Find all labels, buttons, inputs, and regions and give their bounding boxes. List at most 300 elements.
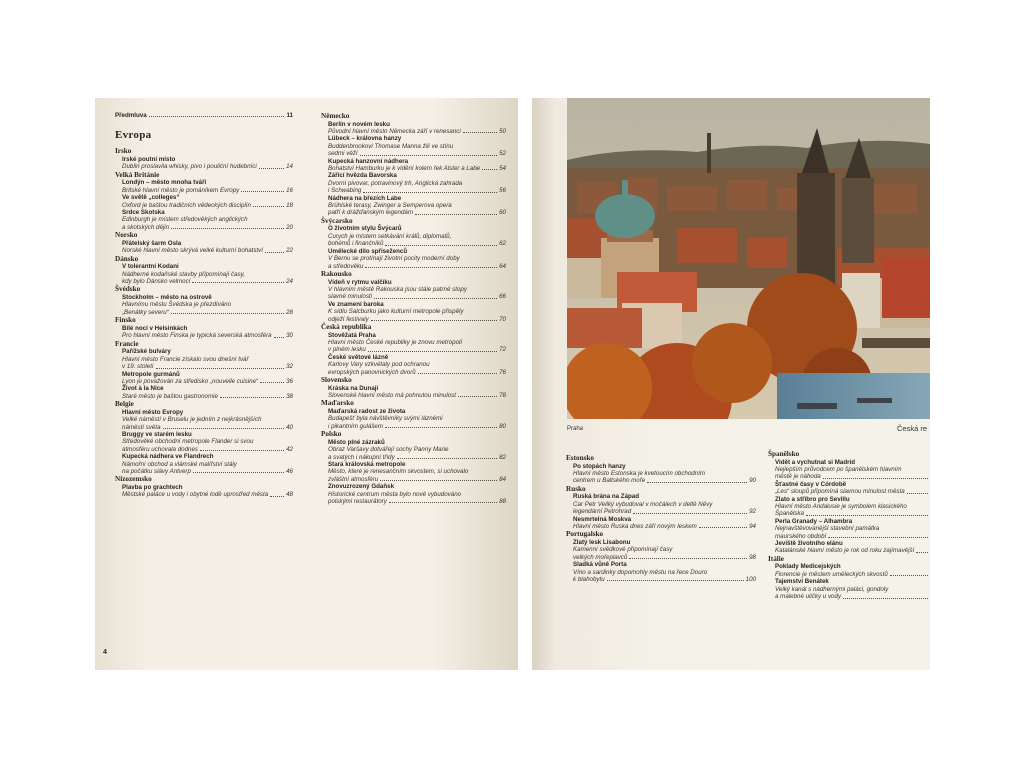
country-heading: Rusko <box>566 484 586 493</box>
entry-title: Bílé noci v Helsinkách <box>122 324 188 332</box>
entry-description: maurského období <box>775 532 827 540</box>
toc-column-2 <box>321 112 506 505</box>
entry-description: kdy bylo Dánsko velmocí <box>122 278 191 286</box>
entry-last-line <box>328 476 506 483</box>
entry-page-number: 38 <box>286 392 293 400</box>
country-group <box>115 231 293 254</box>
entry-description: Bohatství Hamburku je k vidění kolem řek Alster a Labe <box>328 165 481 173</box>
entry-page-number: 98 <box>749 553 756 561</box>
entry-description: Edinburgh je místem středověkých anglických <box>122 216 248 224</box>
dot-leader <box>843 598 928 599</box>
entry-title: Šťastné časy v Córdobě <box>775 480 847 488</box>
dot-leader <box>374 298 497 299</box>
dot-leader <box>253 206 284 207</box>
entry-title: Zlatý lesk Lisabonu <box>573 539 631 547</box>
entry-page-number: 92 <box>749 508 756 516</box>
toc-entry <box>328 354 506 376</box>
entry-description: v plném lesku <box>328 346 366 354</box>
entry-title: Pařížské bulváry <box>122 348 171 356</box>
foreword-page: 11 <box>286 112 293 119</box>
country-heading: Švýcarsko <box>321 216 353 225</box>
entry-description: Hlavní město Francie získalo svou dnešní tvář <box>122 355 249 363</box>
toc-entry <box>573 539 756 561</box>
toc-entry <box>328 172 506 194</box>
entry-title: O životním stylu Švýcarů <box>328 225 402 233</box>
entry-last-line <box>328 369 506 376</box>
entry-description: Město, které je renesančním skvostem, si uchovalo <box>328 468 469 476</box>
entry-title: Vídeň v rytmu valčíku <box>328 278 392 286</box>
entry-title: Nádhera na březích Labe <box>328 194 402 202</box>
entry-description: „Benátky severu“ <box>122 308 169 316</box>
toc-entry <box>328 301 506 323</box>
country-heading: Irsko <box>115 147 132 156</box>
entry-description: a svatých i nákupní třídy <box>328 453 395 461</box>
country-heading: Portugalsko <box>566 530 604 539</box>
dot-leader <box>458 396 497 397</box>
entry-description: Středověké obchodní metropole Flander si svou <box>122 438 254 446</box>
toc-entry <box>775 481 930 496</box>
entry-page-number: 36 <box>286 377 293 385</box>
entry-last-line <box>328 392 506 399</box>
entry-last-line <box>328 423 506 430</box>
entry-description: legendární Petrohrad <box>573 508 632 516</box>
entry-title: Irské poutní místo <box>122 156 176 163</box>
toc-entry <box>328 135 506 157</box>
dot-leader <box>265 252 284 253</box>
entry-description: bohémů i finančníků <box>328 240 384 248</box>
entry-title: Nesmrtelná Moskva <box>573 515 632 523</box>
entry-page-number: 84 <box>499 475 506 483</box>
toc-entry <box>122 156 293 171</box>
photo-caption: Praha <box>567 426 584 432</box>
entry-description: i pikantním gulášem <box>328 422 384 430</box>
dot-leader <box>380 480 497 481</box>
entry-title: Kráska na Dunaji <box>328 384 379 392</box>
toc-entry <box>122 325 293 340</box>
toc-entry <box>122 194 293 209</box>
toc-entry <box>328 195 506 217</box>
region-heading: Evropa <box>115 129 152 142</box>
country-group <box>768 450 930 555</box>
entry-description: Oxford je baštou tradičních vědeckých disciplín <box>122 201 251 209</box>
country-group <box>321 376 506 399</box>
toc-entry <box>328 439 506 461</box>
entry-title: Ve světě „colleges“ <box>122 194 180 202</box>
dot-leader <box>385 427 497 428</box>
entry-page-number: 66 <box>499 293 506 301</box>
entry-page-number: 46 <box>286 467 293 475</box>
entry-description: Florencie je městem uměleckých skvostů <box>775 570 888 578</box>
country-group <box>321 112 506 217</box>
entry-last-line <box>122 491 293 498</box>
country-group <box>566 530 756 583</box>
country-group <box>115 475 293 498</box>
dot-leader <box>823 478 928 479</box>
entry-last-line <box>328 293 506 300</box>
country-heading: Norsko <box>115 231 138 240</box>
entry-title: Kupecká nádhera ve Flandrech <box>122 453 214 461</box>
entry-last-line <box>775 571 930 578</box>
dot-leader <box>363 192 497 193</box>
entry-title: Lübeck – královna hanzy <box>328 135 402 143</box>
toc-entry <box>328 408 506 430</box>
entry-last-line <box>122 224 293 231</box>
entry-last-line <box>775 473 930 480</box>
entry-title: Umělecké dílo spříseženců <box>328 247 408 255</box>
entry-page-number: 54 <box>499 165 506 173</box>
entry-last-line <box>122 187 293 194</box>
country-heading: Slovensko <box>321 375 352 384</box>
dot-leader <box>220 397 284 398</box>
toc-entry <box>122 484 293 499</box>
country-group <box>321 270 506 323</box>
dot-leader <box>418 373 497 374</box>
entry-description: Hlavnímu městu Švédska je přezdíváno <box>122 301 232 309</box>
country-heading: Estonsko <box>566 454 594 462</box>
dot-leader <box>397 458 497 459</box>
entry-page-number: 60 <box>499 209 506 217</box>
entry-description: Katalánské hlavní město je rok od roku zajímavější <box>775 547 915 555</box>
country-group <box>115 340 293 400</box>
dot-leader <box>200 450 284 451</box>
entry-title: České světové lázně <box>328 353 389 361</box>
toc-column-4 <box>768 450 930 601</box>
entry-last-line <box>328 165 506 172</box>
country-heading: Německo <box>321 112 350 120</box>
entry-page-number: 100 <box>745 576 756 584</box>
entry-last-line <box>328 454 506 461</box>
toc-entry <box>775 540 930 555</box>
dot-leader <box>149 116 285 117</box>
toc-entry <box>573 561 756 583</box>
entry-last-line <box>328 240 506 247</box>
dot-leader <box>916 552 928 553</box>
entry-title: Maďarská radost ze života <box>328 407 406 415</box>
dot-leader <box>806 515 928 516</box>
entry-description: Hlavní město Ruska dnes září novým leskem <box>573 523 697 531</box>
toc-entry <box>122 453 293 475</box>
entry-last-line <box>122 247 293 254</box>
entry-title: Stará královská metropole <box>328 461 406 468</box>
entry-last-line <box>573 477 756 484</box>
dot-leader <box>482 169 497 170</box>
dot-leader <box>193 472 284 473</box>
country-heading: Francie <box>115 339 139 348</box>
entry-description: Lyon je považován za středisko „nouvelle cuisine“ <box>122 377 259 385</box>
country-group <box>115 316 293 339</box>
entry-page-number: 78 <box>499 391 506 399</box>
dot-leader <box>270 496 284 497</box>
entry-description: Nejnavštěvovanější stavební památka <box>775 525 880 533</box>
entry-description: na počátku slávy Antverp <box>122 467 191 475</box>
entry-description: k blahobytu <box>573 576 605 584</box>
entry-last-line <box>122 393 293 400</box>
dot-leader <box>365 267 497 268</box>
toc-entry <box>122 385 293 400</box>
country-group <box>566 485 756 531</box>
entry-description: Nejlepším průvodcem po španělském hlavním <box>775 466 902 473</box>
toc-entry <box>573 493 756 515</box>
entry-title: Stověžatá Praha <box>328 331 376 339</box>
country-heading: Belgie <box>115 400 134 409</box>
entry-page-number: 76 <box>499 368 506 376</box>
dot-leader <box>156 368 284 369</box>
page-number: 4 <box>103 649 107 656</box>
entry-description: Hlavní město Estonska je kvetoucím obchodním <box>573 470 706 477</box>
entry-description: Víno a sardinky dopomohly městu na řece Douro <box>573 568 708 576</box>
entry-description: „Les“ sloupů připomíná slavnou minulost města <box>775 488 905 496</box>
entry-description: Městské paláce u vody i obytné lodě uprostřed města <box>122 491 269 499</box>
country-group <box>115 171 293 231</box>
entry-description: a středověku <box>328 262 364 270</box>
entry-page-number: 50 <box>499 128 506 135</box>
country-heading: Rakousko <box>321 269 352 278</box>
country-group <box>115 285 293 316</box>
entry-last-line <box>775 533 930 540</box>
country-heading: Česká republika <box>321 322 372 331</box>
country-heading: Španělsko <box>768 450 800 458</box>
entry-description: Dublin proslavila whisky, pivo i pouliční hudebníci <box>122 163 257 171</box>
entry-description: velkých mořeplavců <box>573 553 628 561</box>
toc-entry <box>775 578 930 600</box>
entry-last-line <box>328 150 506 157</box>
entry-description: Nádherné kodaňské stavby připomínají časy, <box>122 270 246 278</box>
country-heading: Itálie <box>768 554 784 563</box>
entry-title: Sladká vůně Porta <box>573 561 627 569</box>
entry-description: sedmi věží <box>328 150 358 158</box>
toc-entry <box>328 461 506 483</box>
entry-description: patří k drážďanským legendám <box>328 209 414 217</box>
toc-entry <box>122 348 293 370</box>
entry-page-number: 18 <box>286 201 293 209</box>
country-group <box>321 217 506 270</box>
country-heading: Nizozemsko <box>115 475 152 484</box>
toc-entry <box>328 121 506 136</box>
entry-description: Britské hlavní město je pománíkem Evropy <box>122 186 240 194</box>
entry-last-line <box>328 209 506 216</box>
toc-entry <box>328 248 506 270</box>
entry-last-line <box>573 523 756 530</box>
dot-leader <box>171 313 284 314</box>
dot-leader <box>274 337 285 338</box>
entry-page-number: 22 <box>286 247 293 255</box>
dot-leader <box>360 155 498 156</box>
entry-title: Londýn – město mnoha tváří <box>122 179 207 187</box>
entry-description: Car Petr Veliký vybudoval v močálech v deltě Něvy <box>573 500 713 508</box>
entry-page-number: 80 <box>499 422 506 430</box>
country-group <box>115 400 293 475</box>
entry-description: Španělska <box>775 510 804 518</box>
entry-description: K sídlu Salcburku jako kulturní metropole přispěly <box>328 308 464 316</box>
entry-description: Budapešť byla návštěvníky svými lázněmi <box>328 415 443 423</box>
entry-page-number: 52 <box>499 150 506 158</box>
entry-last-line <box>328 187 506 194</box>
entry-description: a malebné uličky u vody <box>775 593 842 601</box>
entry-description: Karlovy Vary vzkvétaly pod ochranou <box>328 361 430 369</box>
country-group <box>566 454 756 485</box>
entry-description: zvláštní atmosféru <box>328 475 379 483</box>
entry-last-line <box>122 446 293 453</box>
entry-last-line <box>122 424 293 431</box>
entry-description: V Bernu se protínají životní pocity moderní doby <box>328 255 460 263</box>
entry-title: Zlato a stříbro pro Sevillu <box>775 495 850 503</box>
toc-entry <box>122 294 293 316</box>
entry-description: Norské hlavní město skrývá velké kulturní bohatství <box>122 247 263 255</box>
country-heading: Maďarsko <box>321 399 354 408</box>
entry-page-number: 30 <box>286 332 293 340</box>
toc-entry <box>328 225 506 247</box>
toc-entry <box>775 496 930 518</box>
dot-leader <box>192 282 284 283</box>
toc-entry <box>122 371 293 386</box>
dot-leader <box>371 320 498 321</box>
country-group <box>321 430 506 505</box>
dot-leader <box>699 527 747 528</box>
country-group <box>321 399 506 430</box>
dot-leader <box>629 558 747 559</box>
toc-entry <box>775 563 930 578</box>
entry-title: Srdce Skotska <box>122 209 165 217</box>
entry-title: Hlavní město Evropy <box>122 408 184 416</box>
entry-title: Plavba po grachtech <box>122 483 183 491</box>
entry-description: Hlavní město České republiky je znovu metropolí <box>328 338 463 346</box>
entry-description: Velký kanál s nádhernými paláci, gondoly <box>775 585 889 593</box>
country-heading: Finsko <box>115 316 136 325</box>
country-heading: Švédsko <box>115 285 141 294</box>
entry-title: Perla Granady – Alhambra <box>775 517 853 525</box>
country-heading: Velká Británie <box>115 170 160 179</box>
entry-last-line <box>328 346 506 353</box>
entry-last-line <box>573 576 756 583</box>
toc-entry <box>122 240 293 255</box>
entry-description: Brühlské terasy, Zwinger a Semperova opera <box>328 202 452 210</box>
entry-last-line <box>775 593 930 600</box>
entry-last-line <box>775 488 930 495</box>
dot-leader <box>890 575 928 576</box>
country-heading: Dánsko <box>115 254 139 263</box>
entry-title: Přátelský šarm Osla <box>122 239 182 247</box>
entry-description: evropských panovnických dvorů <box>328 368 416 376</box>
country-heading: Polsko <box>321 430 342 439</box>
toc-entry <box>122 179 293 194</box>
toc-entry <box>328 483 506 505</box>
entry-title: Po stopách hanzy <box>573 462 626 470</box>
prague-photo <box>567 98 930 419</box>
entry-page-number: 62 <box>499 240 506 248</box>
entry-title: V tolerantní Kodani <box>122 263 179 271</box>
entry-page-number: 24 <box>286 278 293 286</box>
dot-leader <box>389 502 497 503</box>
entry-description: Buddenbrookovi Thomase Manna žili ve stínu <box>328 142 454 150</box>
entry-description: Velké náměstí v Bruselu je jedním z nejkrásnějších <box>122 416 262 424</box>
entry-last-line <box>328 128 506 135</box>
dot-leader <box>163 428 285 429</box>
entry-page-number: 64 <box>499 262 506 270</box>
country-group <box>115 147 293 170</box>
entry-last-line <box>328 498 506 505</box>
toc-entry <box>328 158 506 173</box>
entry-page-number: 20 <box>286 223 293 231</box>
entry-description: Curych je místem setkávání králů, diplomatů, <box>328 232 452 240</box>
dot-leader <box>368 351 497 352</box>
foreword-title: Předmluva <box>115 112 147 119</box>
entry-page-number: 94 <box>749 523 756 531</box>
entry-title: Bruggy ve starém lesku <box>122 430 192 438</box>
entry-title: Ruská brána na Západ <box>573 493 640 501</box>
entry-description: Původní hlavní město Německa září v renesanci <box>328 128 461 135</box>
toc-entry <box>573 463 756 485</box>
entry-description: Kamenní svědkové připomínají časy <box>573 546 673 554</box>
entry-last-line <box>573 508 756 515</box>
toc-list <box>115 147 293 498</box>
dot-leader <box>647 482 747 483</box>
toc-list <box>321 112 506 505</box>
toc-entry <box>122 409 293 431</box>
entry-description: Historické centrum města bylo nově vybudováno <box>328 490 462 498</box>
left-page <box>95 98 518 670</box>
toc-entry <box>775 518 930 540</box>
entry-last-line <box>122 278 293 285</box>
entry-last-line <box>328 263 506 270</box>
entry-description: Dvorní pivovar, potravinový trh, Anglická zahrada <box>328 179 463 187</box>
dot-leader <box>828 537 928 538</box>
entry-description: městě je náhoda <box>775 473 821 481</box>
entry-title: Berlín v novém lesku <box>328 120 390 128</box>
entry-page-number: 32 <box>286 363 293 371</box>
entry-page-number: 16 <box>286 186 293 194</box>
entry-title: Kupecká hanzovní nádhera <box>328 157 409 165</box>
entry-last-line <box>122 309 293 316</box>
entry-title: Zářící hvězda Bavorska <box>328 172 397 180</box>
entry-description: polskými restaurátory <box>328 498 387 506</box>
entry-description: V hlavním městě Rakouska jsou stále patrné stopy <box>328 285 467 293</box>
entry-description: v 19. století <box>122 363 154 371</box>
dot-leader <box>171 228 284 229</box>
entry-description: Hlavní město Andalusie je symbolem klasického <box>775 503 907 511</box>
toc-entry <box>122 209 293 231</box>
entry-page-number: 42 <box>286 445 293 453</box>
entry-description: centrem u Baltského moře <box>573 477 646 485</box>
toc-column-1 <box>115 112 293 499</box>
dot-leader <box>607 580 744 581</box>
entry-last-line <box>122 363 293 370</box>
entry-description: atmosféru uchovala dodnes <box>122 445 199 453</box>
toc-entry <box>122 431 293 453</box>
dot-leader <box>259 168 284 169</box>
entry-description: náměstí světa <box>122 423 161 431</box>
entry-page-number: 90 <box>749 477 756 485</box>
entry-description: Obraz Varšavy dotvářejí sochy Panny Marie <box>328 446 449 454</box>
entry-last-line <box>122 202 293 209</box>
country-group <box>115 255 293 286</box>
entry-title: Jeviště životního elánu <box>775 540 843 548</box>
dot-leader <box>385 245 497 246</box>
entry-title: Znovuzrozený Gdaňsk <box>328 483 395 491</box>
entry-page-number: 28 <box>286 308 293 316</box>
entry-title: Stockholm – město na ostrově <box>122 294 212 302</box>
entry-last-line <box>122 163 293 170</box>
dot-leader <box>907 493 928 494</box>
entry-description: slavné minulosti <box>328 293 373 301</box>
entry-page-number: 72 <box>499 346 506 354</box>
entry-page-number: 56 <box>499 187 506 195</box>
entry-last-line <box>573 554 756 561</box>
entry-page-number: 88 <box>499 498 506 506</box>
photo-caption-right: Česká re <box>897 424 928 433</box>
entry-description: Staré město je baštou gastronomie <box>122 392 218 400</box>
dot-leader <box>241 191 284 192</box>
dot-leader <box>633 513 747 514</box>
